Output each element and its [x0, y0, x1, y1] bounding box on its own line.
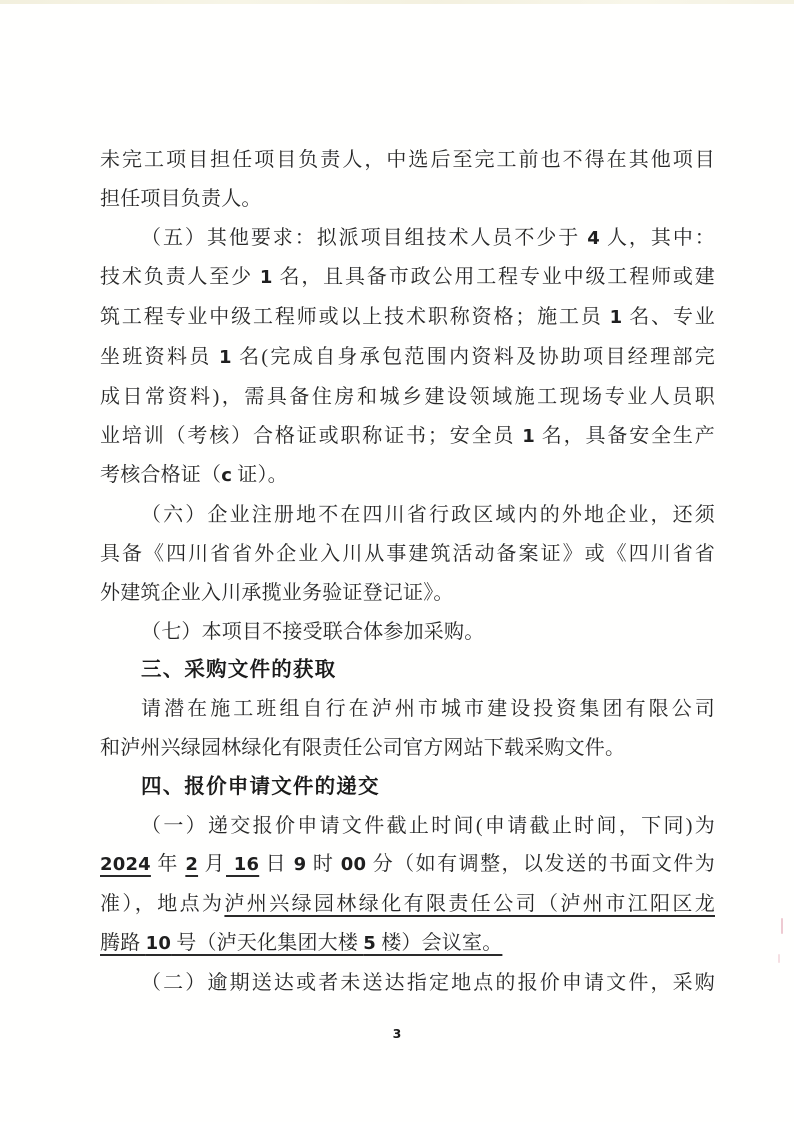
page-number: 3 — [392, 1026, 402, 1041]
scan-artifact — [781, 918, 783, 934]
doc-line — [100, 613, 715, 652]
doc-line — [100, 496, 715, 535]
section-heading — [100, 768, 715, 807]
text-segment: 和泸州兴绿园林绿化有限责任公司官方网站下载采购文件。 — [100, 736, 626, 759]
text-segment: 名，具备安全生产 — [534, 424, 715, 447]
text-segment: 未完工项目担任项目负责人，中选后至完工前也不得在其他项目 — [100, 149, 715, 171]
text-segment: （一）递交报价申请文件截止时间(申请截止时间，下同)为 — [141, 814, 715, 837]
doc-line — [100, 885, 715, 924]
text-segment: 请潜在施工班组自行在泸州市城市建设投资集团有限公司 — [141, 698, 715, 721]
doc-line — [100, 338, 715, 378]
text-segment: 担任项目负责人。 — [100, 187, 262, 210]
document-body — [100, 141, 715, 1003]
text-segment: 坐班资料员 — [100, 345, 220, 368]
text-segment: 泸州兴绿园林绿化有限责任公司（泸州市江阳区龙 — [224, 893, 715, 916]
text-segment: 9 — [293, 854, 307, 876]
doc-line — [100, 378, 715, 417]
doc-line — [100, 807, 715, 846]
text-segment: 名，且具备市政公用工程专业中级工程师或建 — [272, 266, 715, 289]
text-segment: 年 — [150, 853, 186, 876]
text-segment: 四、报价申请文件的递交 — [141, 774, 380, 798]
text-segment: 00 — [340, 854, 367, 876]
text-segment: 证）。 — [232, 464, 288, 487]
text-segment: 1 — [219, 346, 232, 368]
text-segment: 月 — [198, 853, 227, 876]
text-segment: 2 — [185, 854, 199, 876]
text-segment: 1 — [522, 425, 535, 447]
doc-line — [100, 690, 715, 729]
text-segment: 名、专业 — [622, 306, 715, 329]
section-heading — [100, 651, 715, 690]
text-segment: 考核合格证（ — [100, 464, 222, 487]
text-segment: 成日常资料)，需具备住房和城乡建设领域施工现场专业人员职 — [100, 385, 715, 408]
text-segment: （二）逾期送达或者未送达指定地点的报价申请文件，采购 — [141, 971, 715, 994]
text-segment: （五）其他要求：拟派项目组技术人员不少于 — [141, 226, 588, 249]
doc-line — [100, 574, 715, 613]
doc-line — [100, 729, 715, 768]
text-segment: c — [221, 465, 233, 487]
doc-line — [100, 258, 715, 298]
doc-line — [100, 180, 715, 219]
text-segment: 2024 — [100, 854, 151, 876]
text-segment: （六）企业注册地不在四川省行政区域内的外地企业，还须 — [141, 504, 715, 527]
text-segment: 人，其中： — [599, 226, 716, 249]
text-segment: 三、采购文件的获取 — [141, 658, 337, 682]
text-segment: 名(完成自身承包范围内资料及协助项目经理部完 — [231, 345, 715, 368]
scan-edge-artifact — [0, 0, 794, 4]
doc-line — [100, 845, 715, 885]
text-segment: 4 — [587, 227, 600, 249]
doc-line — [100, 964, 715, 1003]
text-segment: 1 — [259, 267, 273, 289]
text-segment: 1 — [609, 307, 623, 329]
text-segment: 腾路 — [100, 931, 146, 954]
text-segment: 号（泸天化集团大楼 — [171, 931, 364, 954]
text-segment: 日 — [259, 853, 294, 876]
text-segment: 外建筑企业入川承揽业务验证登记证》。 — [100, 581, 454, 604]
text-segment: （七）本项目不接受联合体参加采购。 — [141, 620, 485, 643]
text-segment: 楼）会议室。 — [376, 931, 503, 954]
text-segment: 技术负责人至少 — [100, 266, 260, 289]
doc-line — [100, 924, 715, 964]
text-segment: 5 — [363, 932, 376, 954]
text-segment: 分（如有调整，以发送的书面文件为 — [366, 853, 715, 876]
text-segment: 准），地点为 — [100, 893, 225, 916]
text-segment: 具备《四川省省外企业入川从事建筑活动备案证》或《四川省省 — [100, 542, 715, 565]
doc-line — [100, 417, 715, 457]
text-segment: 筑工程专业中级工程师或以上技术职称资格；施工员 — [100, 306, 610, 329]
doc-line — [100, 456, 715, 496]
doc-line — [100, 219, 715, 259]
text-segment: 10 — [145, 932, 172, 954]
scan-artifact — [778, 954, 780, 963]
text-segment: 16 — [226, 854, 260, 876]
doc-line — [100, 535, 715, 574]
text-segment: 时 — [306, 853, 341, 876]
doc-line — [100, 141, 715, 180]
text-segment: 业培训（考核）合格证或职称证书；安全员 — [100, 424, 523, 447]
doc-line — [100, 298, 715, 338]
